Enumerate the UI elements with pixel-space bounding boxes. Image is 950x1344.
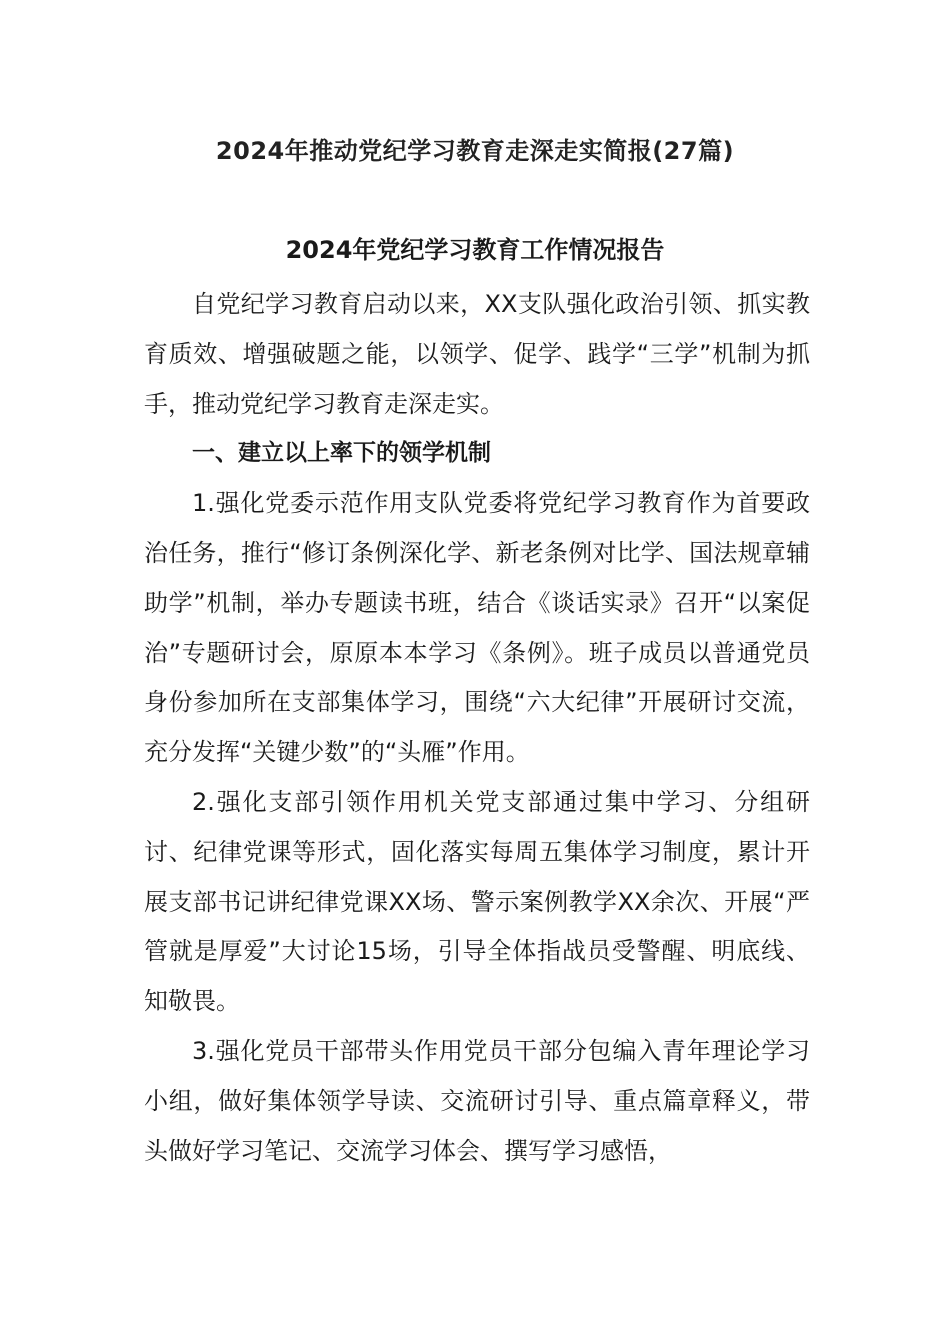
- report-title: 2024年党纪学习教育工作情况报告: [285, 236, 665, 264]
- document-title: 2024年推动党纪学习教育走深走实简报(27篇): [215, 137, 735, 165]
- section-heading-1: 一、建立以上率下的领学机制: [192, 440, 491, 467]
- paragraph-item-1: 1.强化党委示范作用支队党委将党纪学习教育作为首要政治任务，推行“修订条例深化学、新老条例对比学、国法规章辅助学”机制，举办专题读书班，结合《谈话实录》召开“以案促治”专题研讨会，原原本本学习《条例》。班子成员以普通党员身份参加所在支部集体学习，围绕“六大纪律”开展研讨交流，充分发挥“关键少数”的“头雁”作用。: [144, 489, 810, 767]
- paragraph-item-2: 2.强化支部引领作用机关党支部通过集中学习、分组研讨、纪律党课等形式，固化落实每周五集体学习制度，累计开展支部书记讲纪律党课XX场、警示案例教学XX余次、开展“严管就是厚爱”大讨论15场，引导全体指战员受警醒、明底线、知敬畏。: [144, 787, 810, 1016]
- document-body: [144, 280, 810, 1176]
- intro-paragraph: 自党纪学习教育启动以来，XX支队强化政治引领、抓实教育质效、增强破题之能，以领学、促学、践学“三学”机制为抓手，推动党纪学习教育走深走实。: [144, 290, 810, 418]
- paragraph-item-3: 3.强化党员干部带头作用党员干部分包编入青年理论学习小组，做好集体领学导读、交流研讨引导、重点篇章释义，带头做好学习笔记、交流学习体会、撰写学习感悟，: [144, 1036, 810, 1165]
